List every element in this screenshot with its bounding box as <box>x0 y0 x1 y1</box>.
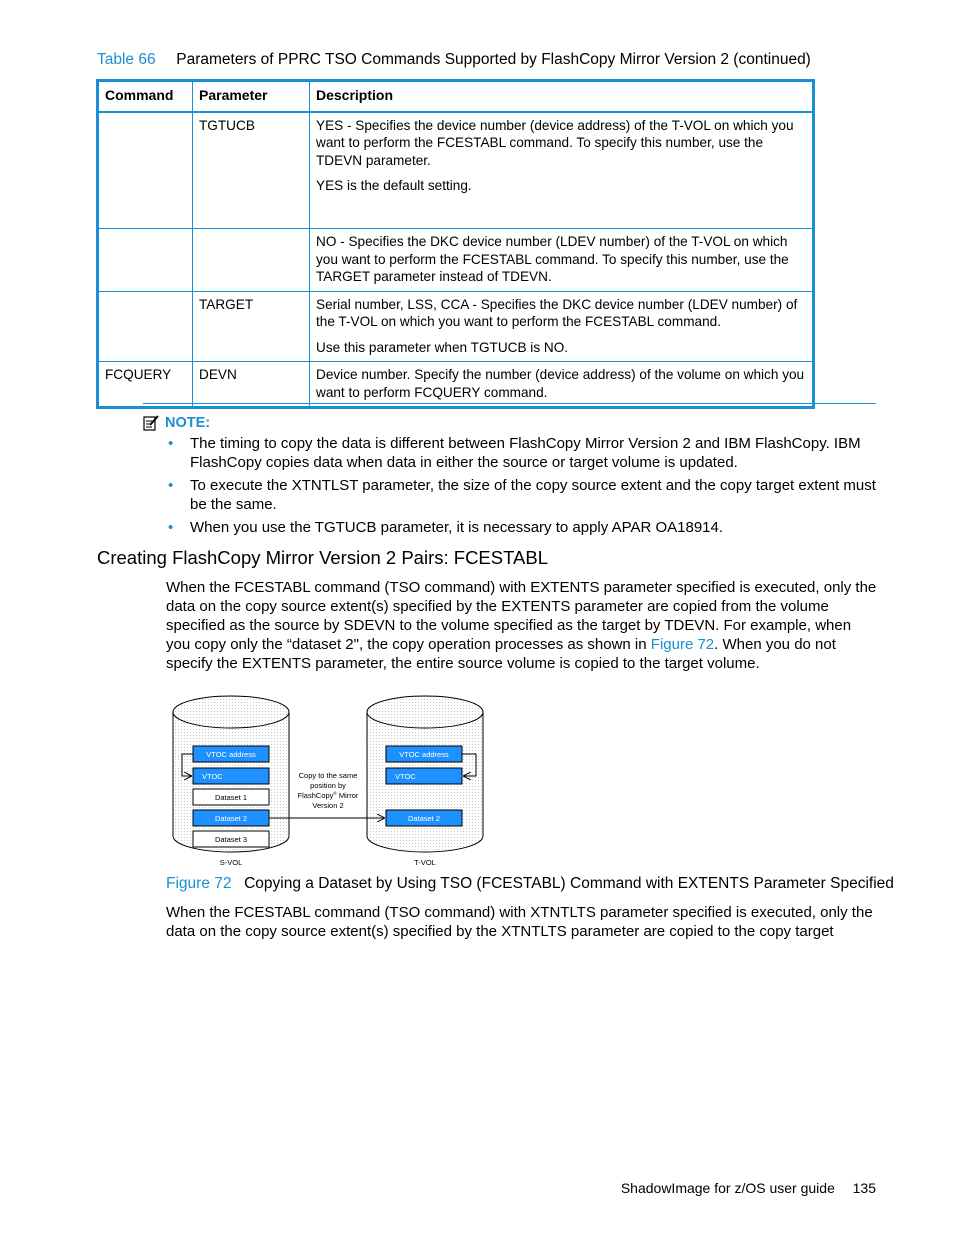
table-row <box>98 229 814 292</box>
tvol-vtoc-label: VTOC <box>395 772 416 781</box>
list-item <box>166 434 876 472</box>
table-caption <box>97 51 811 69</box>
note-text: When you use the TGTUCB parameter, it is necessary to apply APAR OA18914. <box>190 519 724 536</box>
bullet-icon: • <box>168 519 174 536</box>
note-text: To execute the XTNTLST parameter, the size of the copy source extent and the copy target extent must be the same. <box>190 477 876 513</box>
paragraph-text: . When you do not specify the EXTENTS parameter, the entire source volume is copied to the target volume. <box>166 636 836 672</box>
description-text: Serial number, LSS, CCA - Specifies the DKC device number (LDEV number) of the T-VOL on which you want to perform the FCESTABL command. <box>316 296 798 329</box>
table-caption-text: Parameters of PPRC TSO Commands Supported by FlashCopy Mirror Version 2 (continued) <box>176 51 811 68</box>
tvol-dataset2-label: Dataset 2 <box>407 814 441 823</box>
body-paragraph: When the FCESTABL command (TSO command) with XTNTLTS parameter specified is executed, only the data on the copy source extent(s) specified by the XTNTLTS parameter are copied to the copy target <box>166 904 873 940</box>
description-text: NO - Specifies the DKC device number (LDEV number) of the T-VOL on which you want to perform the FCESTABL command. To specify this number, use the TARGET parameter instead of TDEVN. <box>316 234 789 284</box>
description-text: YES is the default setting. <box>316 178 472 193</box>
note-header <box>143 414 210 431</box>
table-header-row <box>98 81 814 112</box>
cell-command: FCQUERY <box>98 362 193 408</box>
bullet-icon: • <box>168 477 174 494</box>
figure-caption-label: Figure 72 <box>166 875 232 892</box>
cell-description <box>310 291 814 362</box>
copy-text-line1: Copy to the same <box>298 771 358 780</box>
note-icon <box>143 414 160 431</box>
note-text: The timing to copy the data is different between FlashCopy Mirror Version 2 and IBM FlashCopy. IBM FlashCopy copies data when data in either the source or target volume is updated. <box>190 435 861 471</box>
figure-caption <box>166 875 894 893</box>
body-paragraph <box>166 578 878 673</box>
copy-text-line4: Version 2 <box>312 801 344 810</box>
section-heading: Creating FlashCopy Mirror Version 2 Pairs: FCESTABL <box>97 547 549 568</box>
svol-vtoc-label: VTOC <box>202 772 223 781</box>
copy-text-line3: FlashCopy® Mirror <box>297 791 359 800</box>
cell-parameter <box>193 229 310 292</box>
table-row <box>98 362 814 408</box>
svol-dataset3-label: Dataset 3 <box>214 835 248 844</box>
figure-caption-text: Copying a Dataset by Using TSO (FCESTABL) Command with EXTENTS Parameter Specified <box>244 875 894 892</box>
note-list <box>166 434 876 541</box>
copy-diagram <box>160 690 500 872</box>
cell-description <box>310 229 814 292</box>
cell-parameter: TARGET <box>193 291 310 362</box>
footer-guide-title: ShadowImage for z/OS user guide <box>620 1180 835 1196</box>
cell-command <box>98 291 193 362</box>
cell-command <box>98 112 193 229</box>
cell-parameter: DEVN <box>193 362 310 408</box>
cell-description <box>310 362 814 408</box>
column-header-parameter: Parameter <box>193 81 310 112</box>
svol-vtoc-address-label: VTOC address <box>206 750 256 759</box>
copy-text-line2: position by <box>310 781 346 790</box>
note-divider <box>143 403 876 404</box>
cell-parameter: TGTUCB <box>193 112 310 229</box>
table-row <box>98 112 814 229</box>
paragraph-text: When the FCESTABL command (TSO command) with EXTENTS parameter specified is executed, only the data on the copy source extent(s) specified by the EXTENTS parameter are copied from the volume specified as the source by SDEVN to the volume specified as the target by TDEVN. For example, when you copy only the “dataset 2", the copy operation processes as shown in <box>166 579 877 653</box>
column-header-description: Description <box>310 81 814 112</box>
tvol-label: T-VOL <box>414 858 436 867</box>
note-title: NOTE: <box>165 414 211 431</box>
tvol-vtoc-address-label: VTOC address <box>399 750 449 759</box>
column-header-command: Command <box>98 81 193 112</box>
svol-dataset2-label: Dataset 2 <box>214 814 248 823</box>
description-text: YES - Specifies the device number (device address) of the T-VOL on which you want to perform the FCESTABL command. To specify this number, use the TDEVN parameter. <box>316 117 794 168</box>
cell-command <box>98 229 193 292</box>
cell-description <box>310 112 814 229</box>
list-item <box>166 518 876 537</box>
bullet-icon: • <box>168 435 174 452</box>
page-number: 135 <box>852 1180 876 1196</box>
description-text: Device number. Specify the number (device address) of the volume on which you want to perform FCQUERY command. <box>316 367 805 400</box>
list-item <box>166 476 876 514</box>
description-text: Use this parameter when TGTUCB is NO. <box>316 339 569 355</box>
svol-dataset1-label: Dataset 1 <box>214 793 248 802</box>
page-footer <box>560 1180 876 1196</box>
parameters-table <box>96 79 815 409</box>
svol-label: S-VOL <box>219 858 243 867</box>
table-row <box>98 291 814 362</box>
table-caption-label: Table 66 <box>97 51 156 68</box>
figure-link[interactable]: Figure 72 <box>650 636 715 653</box>
